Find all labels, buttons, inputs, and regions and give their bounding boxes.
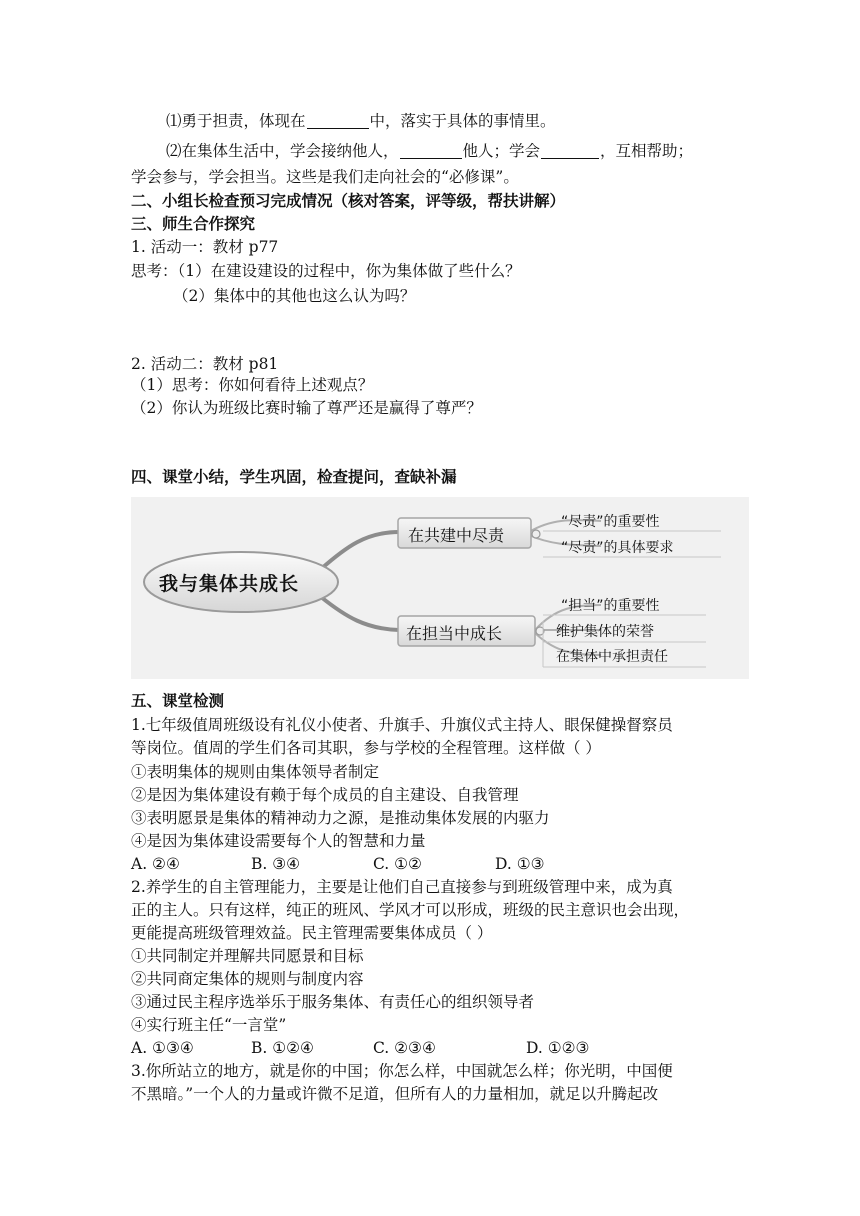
mind-map-leaf: 维护集体的荣誉 bbox=[556, 624, 654, 640]
q1-option-b[interactable]: B. ③④ bbox=[251, 855, 301, 873]
q2-option-a[interactable]: A. ①③④ bbox=[131, 1039, 194, 1057]
q2-option-d[interactable]: D. ①②③ bbox=[526, 1039, 590, 1057]
mind-map bbox=[131, 497, 749, 679]
activity-1-question-1: 思考：（1）在建设建设的过程中，你为集体做了些什么？ bbox=[131, 262, 521, 280]
answer-blank[interactable] bbox=[400, 141, 462, 159]
mind-map-root-label: 我与集体共成长 bbox=[159, 573, 300, 595]
q2-item: ④实行班主任“一言堂” bbox=[131, 1016, 287, 1034]
activity-2-question-1: （1）思考：你如何看待上述观点？ bbox=[131, 376, 374, 394]
mind-map-leaf: 在集体中承担责任 bbox=[556, 649, 668, 665]
section-4-heading: 四、课堂小结，学生巩固，检查提问，查缺补漏 bbox=[131, 467, 457, 486]
text: ⑴勇于担责，体现在 bbox=[166, 112, 306, 130]
text: 中，落实于具体的事情里。 bbox=[369, 112, 556, 130]
q1-option-a[interactable]: A. ②④ bbox=[131, 855, 180, 873]
q2-item: ③通过民主程序选举乐于服务集体、有责任心的组织领导者 bbox=[131, 993, 535, 1011]
answer-blank[interactable] bbox=[307, 111, 369, 129]
activity-1: 1. 活动一：教材 p77 bbox=[131, 238, 279, 256]
q1-option-d[interactable]: D. ①③ bbox=[495, 855, 545, 873]
q1-options bbox=[131, 853, 545, 875]
activity-2-question-2: （2）你认为班级比赛时输了尊严还是赢得了尊严？ bbox=[131, 399, 482, 417]
text: ⑵在集体生活中，学会接纳他人， bbox=[166, 142, 399, 160]
q2-options bbox=[131, 1037, 589, 1059]
q1-stem-line: 等岗位。值周的学生们各司其职，参与学校的全程管理。这样做（ ） bbox=[131, 739, 601, 757]
q3-stem-line: 3.你所站立的地方，就是你的中国；你怎么样，中国就怎么样；你光明，中国便 bbox=[131, 1062, 673, 1080]
q2-item: ②共同商定集体的规则与制度内容 bbox=[131, 970, 364, 988]
q3-stem-line: 不黑暗。”一个人的力量或许微不足道，但所有人的力量相加，就足以升腾起改 bbox=[131, 1085, 659, 1103]
section-3-heading: 三、师生合作探究 bbox=[131, 214, 256, 233]
line-responsibility bbox=[166, 110, 556, 132]
answer-blank[interactable] bbox=[541, 141, 599, 159]
q1-option-c[interactable]: C. ①② bbox=[373, 855, 422, 873]
section-5-heading: 五、课堂检测 bbox=[131, 691, 225, 710]
q2-option-c[interactable]: C. ②③④ bbox=[373, 1039, 436, 1057]
q1-item: ③表明愿景是集体的精神动力之源，是推动集体发展的内驱力 bbox=[131, 809, 550, 827]
line-required-course: 学会参与，学会担当。这些是我们走向社会的“必修课”。 bbox=[131, 168, 519, 186]
section-2-heading: 二、小组长检查预习完成情况（核对答案，评等级，帮扶讲解） bbox=[131, 191, 566, 210]
q2-stem-line: 2.养学生的自主管理能力，主要是让他们自己直接参与到班级管理中来，成为真 bbox=[131, 878, 673, 896]
mind-map-branch-2-label: 在担当中成长 bbox=[406, 624, 503, 643]
mind-map-leaf: “尽责”的重要性 bbox=[561, 514, 660, 530]
q2-stem-line: 正的主人。只有这样，纯正的班风、学风才可以形成，班级的民主意识也会出现， bbox=[131, 901, 690, 919]
q2-item: ①共同制定并理解共同愿景和目标 bbox=[131, 947, 364, 965]
q1-item: ②是因为集体建设有赖于每个成员的自主建设、自我管理 bbox=[131, 786, 519, 804]
line-collective-life bbox=[166, 140, 693, 162]
q1-stem-line: 1.七年级值周班级设有礼仪小使者、升旗手、升旗仪式主持人、眼保健操督察员 bbox=[131, 716, 673, 734]
mind-map-branch-1-label: 在共建中尽责 bbox=[408, 526, 505, 545]
activity-1-question-2: （2）集体中的其他也这么认为吗？ bbox=[173, 287, 416, 305]
mind-map-leaf: “尽责”的具体要求 bbox=[561, 540, 674, 556]
text: 他人；学会 bbox=[462, 142, 541, 160]
text: ，互相帮助； bbox=[600, 142, 694, 160]
q2-option-b[interactable]: B. ①②④ bbox=[251, 1039, 314, 1057]
q1-item: ①表明集体的规则由集体领导者制定 bbox=[131, 763, 380, 781]
activity-2: 2. 活动二：教材 p81 bbox=[131, 355, 279, 373]
mind-map-leaf: “担当”的重要性 bbox=[561, 598, 660, 614]
q1-item: ④是因为集体建设需要每个人的智慧和力量 bbox=[131, 832, 426, 850]
q2-stem-line: 更能提高班级管理效益。民主管理需要集体成员（ ） bbox=[131, 924, 493, 942]
